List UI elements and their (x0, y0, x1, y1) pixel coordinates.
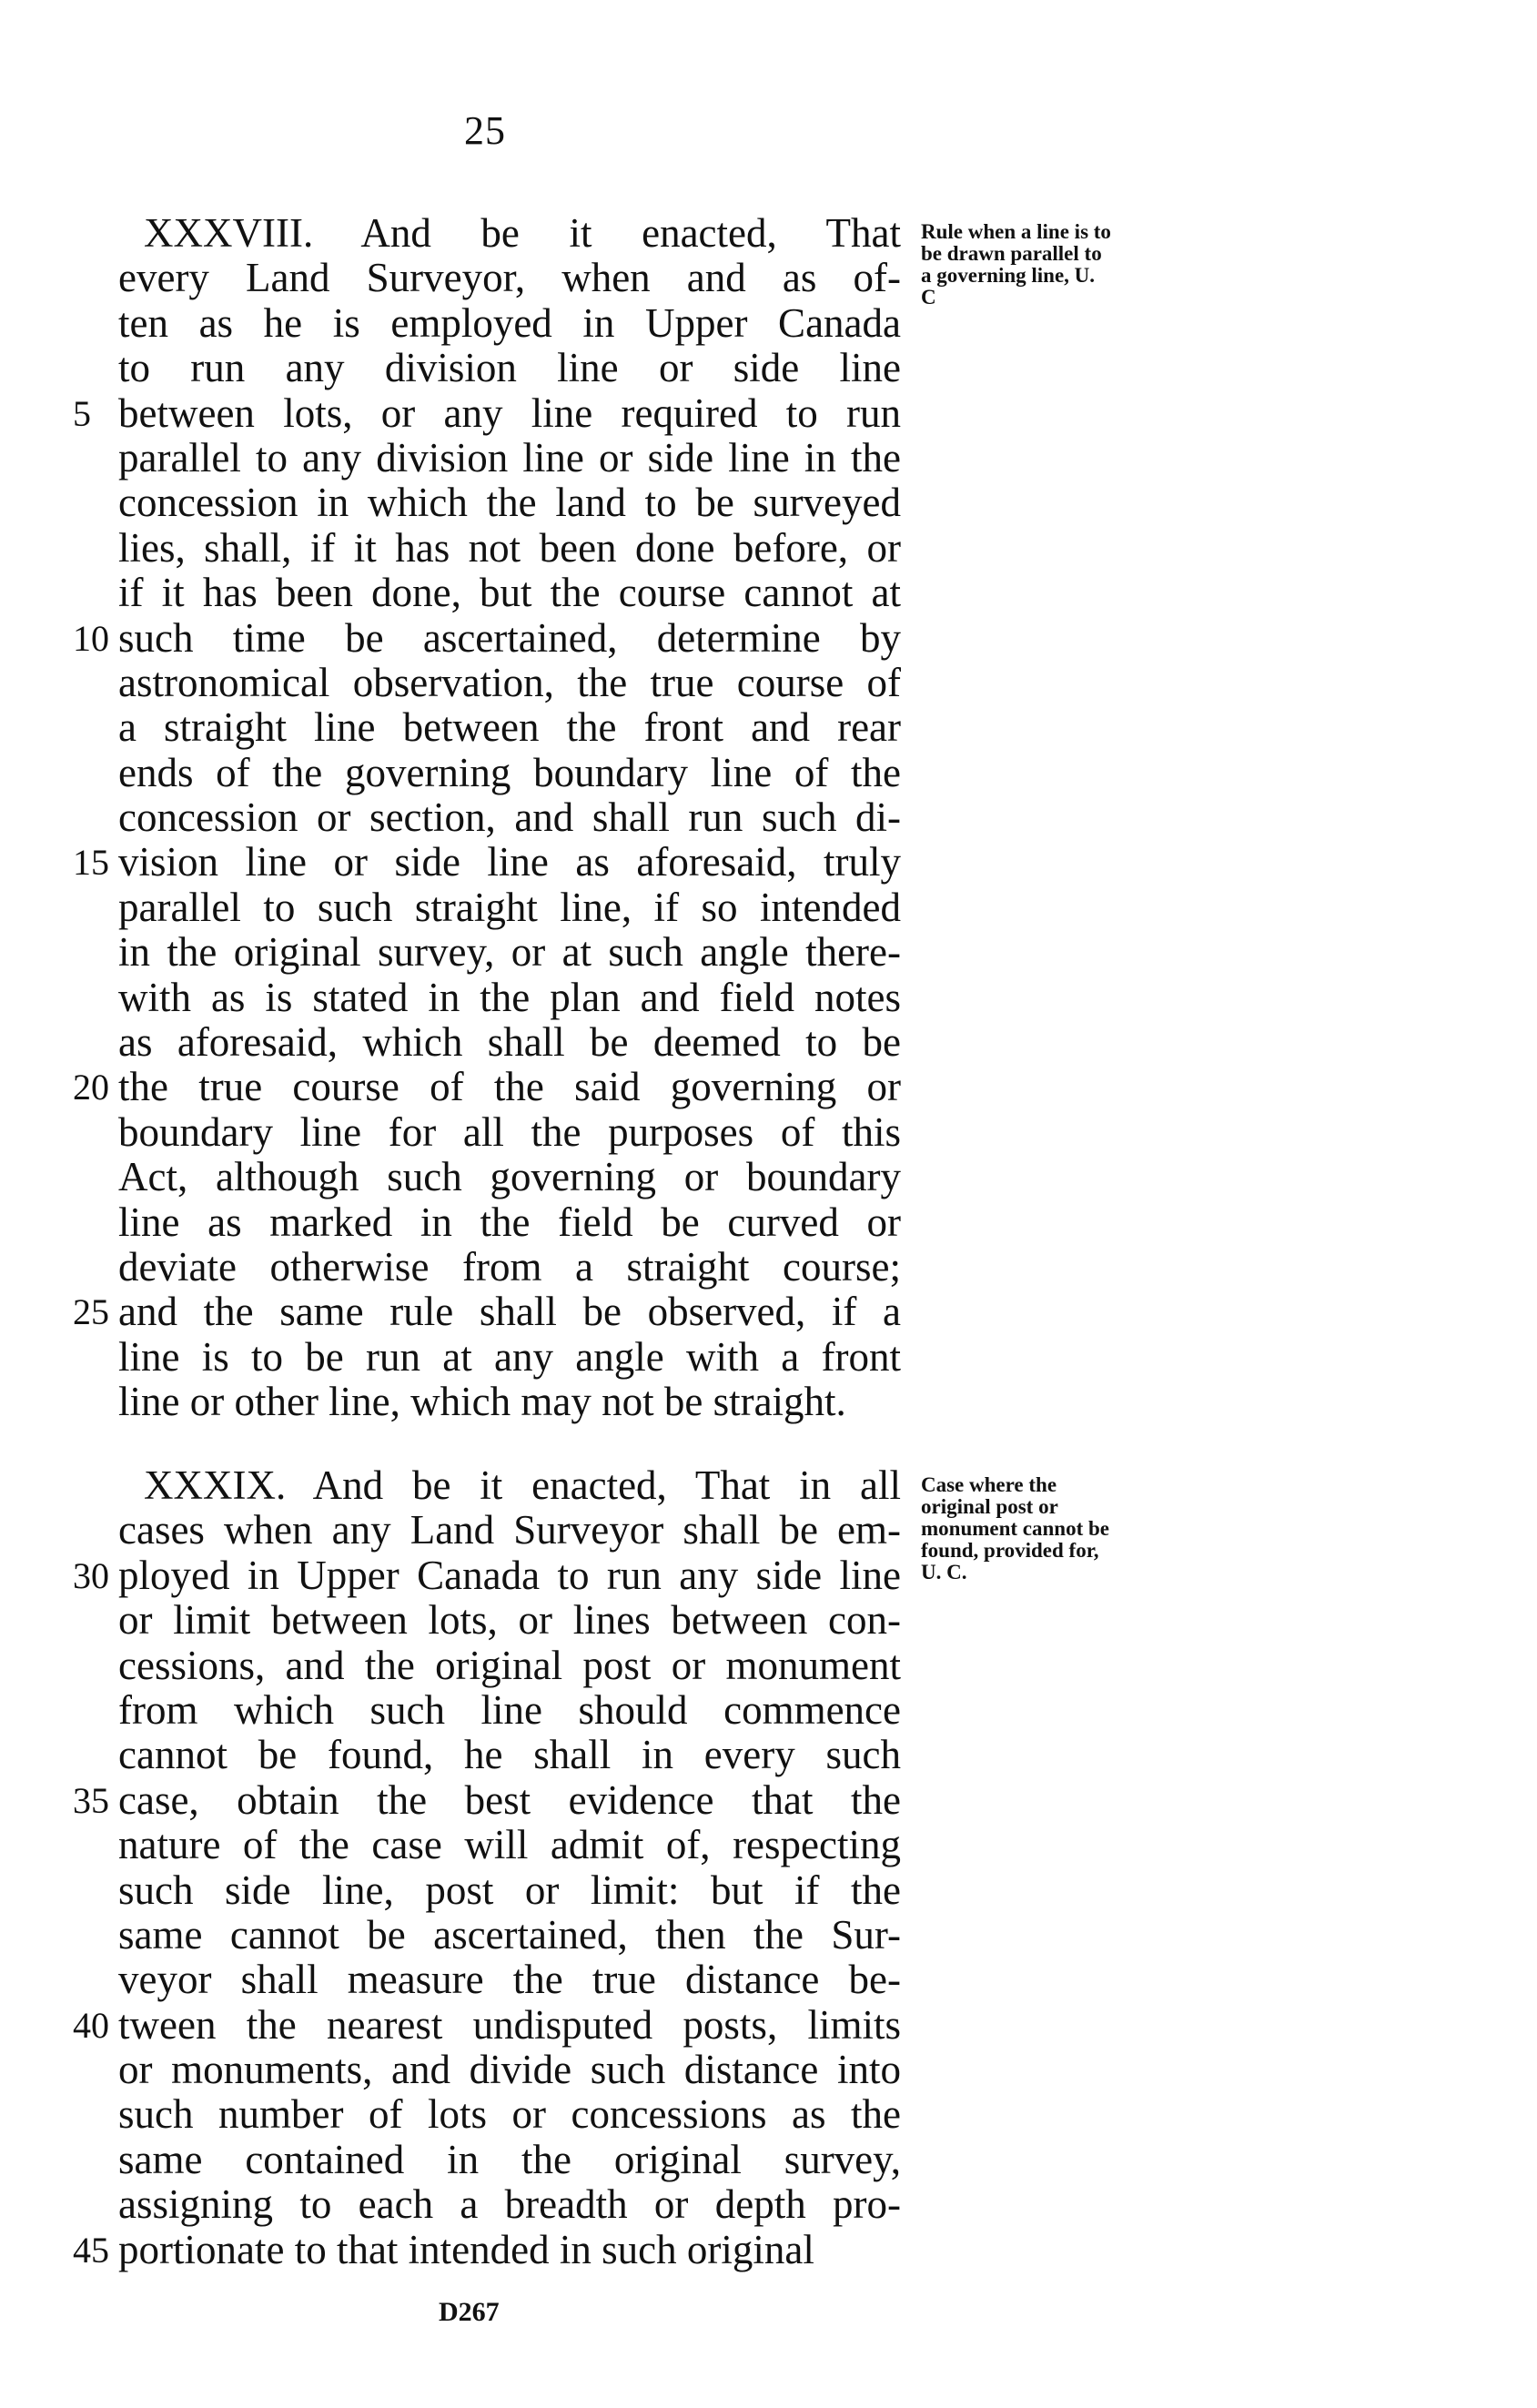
text-line (118, 436, 901, 481)
text-line (73, 1552, 901, 1598)
line-text: boundary line for all the purposes of this (118, 1108, 901, 1155)
line-text: cannot be found, he shall in every such (118, 1732, 901, 1778)
line-text: case, obtain the best evidence that the (118, 1776, 901, 1823)
text-line (118, 1155, 901, 1199)
line-text: ten as he is employed in Upper Canada (118, 299, 901, 346)
text-line (73, 1064, 901, 1110)
line-text: and the same rule shall be observed, if a (118, 1289, 901, 1335)
text-line (118, 301, 901, 346)
text-line (118, 481, 901, 525)
text-line (118, 976, 901, 1020)
line-text: parallel to such straight line, if so intended (118, 884, 901, 930)
line-number: 5 (73, 392, 91, 434)
line-text: concession in which the land to be surveyed (118, 480, 901, 526)
page-number: 25 (464, 108, 506, 153)
margin-note-xxxix: Case where the original post or monument cannot be found, provided for, U. C. (921, 1473, 1110, 1583)
line-number: 10 (73, 617, 109, 659)
text-line (118, 661, 901, 705)
text-line (118, 1598, 901, 1643)
text-line (118, 1245, 901, 1290)
line-text: vision line or side line as aforesaid, truly (118, 839, 901, 885)
signature-mark: D267 (439, 2297, 500, 2327)
line-text: portionate to that intended in such original (118, 2226, 814, 2272)
line-text: as aforesaid, which shall be deemed to be (118, 1019, 901, 1066)
text-line (118, 211, 901, 256)
text-line (118, 1958, 901, 2002)
text-line (73, 1289, 901, 1335)
text-line (118, 2048, 901, 2092)
text-line (118, 751, 901, 795)
line-text: the true course of the said governing or (118, 1064, 901, 1110)
text-line (118, 1200, 901, 1245)
line-text: every Land Surveyor, when and as of- (118, 255, 901, 301)
line-text: ployed in Upper Canada to run any side line (118, 1552, 901, 1598)
text-line (118, 885, 901, 930)
line-text: veyor shall measure the true distance be- (118, 1957, 901, 2003)
line-text: nature of the case will admit of, respecting (118, 1822, 901, 1868)
line-number: 25 (73, 1291, 109, 1333)
line-text: such side line, post or limit: but if the (118, 1867, 901, 1913)
line-text: lies, shall, if it has not been done before, or (118, 524, 901, 571)
text-line (118, 526, 901, 571)
text-line (118, 1644, 901, 1688)
line-text: with as is stated in the plan and field notes (118, 974, 901, 1020)
text-line (118, 1110, 901, 1155)
text-line (118, 705, 901, 750)
margin-note-xxxviii: Rule when a line is to be drawn parallel to a governing line, U. C (921, 220, 1111, 309)
text-line (118, 795, 901, 840)
line-text: same cannot be ascertained, then the Sur- (118, 1911, 901, 1958)
line-text: Act, although such governing or boundary (118, 1154, 901, 1200)
text-line (118, 1868, 901, 1913)
text-line (118, 571, 901, 615)
line-text: such number of lots or concessions as the (118, 2091, 901, 2138)
line-number: 30 (73, 1554, 109, 1596)
text-line (73, 390, 901, 436)
text-line (118, 930, 901, 975)
line-text: concession or section, and shall run such di- (118, 794, 901, 841)
line-text: line is to be run at any angle with a front (118, 1333, 901, 1380)
line-text: XXXVIII. And be it enacted, That (144, 210, 901, 256)
line-text: parallel to any division line or side line in the (118, 434, 901, 481)
text-line (73, 839, 901, 885)
line-text: line as marked in the field be curved or (118, 1199, 901, 1245)
text-line (118, 1335, 901, 1380)
text-line (118, 1463, 901, 1508)
text-line (118, 1020, 901, 1065)
line-text: such time be ascertained, determine by (118, 614, 901, 661)
line-text: cessions, and the original post or monument (118, 1642, 901, 1688)
line-text: or limit between lots, or lines between con- (118, 1597, 901, 1644)
line-text: a straight line between the front and rear (118, 704, 901, 751)
line-number: 20 (73, 1067, 109, 1108)
section-xxxviii (73, 210, 901, 1425)
line-text: if it has been done, but the course cannot at (118, 570, 901, 616)
line-text: deviate otherwise from a straight course; (118, 1243, 901, 1290)
text-line (118, 2182, 901, 2227)
line-text: astronomical observation, the true course of (118, 659, 901, 705)
text-line (118, 2138, 901, 2182)
line-text: or monuments, and divide such distance into (118, 2047, 901, 2093)
text-line (118, 1380, 901, 1424)
line-text: from which such line should commence (118, 1686, 901, 1733)
text-line (73, 1776, 901, 1823)
text-line (73, 2001, 901, 2048)
line-text: between lots, or any line required to run (118, 390, 901, 436)
line-text: tween the nearest undisputed posts, limits (118, 2001, 901, 2048)
line-number: 35 (73, 1779, 109, 1821)
section-xxxix (73, 1462, 901, 2272)
line-number: 40 (73, 2004, 109, 2046)
text-line (118, 256, 901, 300)
line-number: 45 (73, 2229, 109, 2271)
text-line (118, 1508, 901, 1553)
line-number: 15 (73, 842, 109, 884)
text-line (118, 2092, 901, 2137)
text-line (73, 614, 901, 661)
text-line (118, 1823, 901, 1867)
text-line (118, 1733, 901, 1777)
line-text: in the original survey, or at such angle there- (118, 929, 901, 976)
text-line (118, 1913, 901, 1958)
text-line (118, 1688, 901, 1733)
line-text: XXXIX. And be it enacted, That in all (144, 1462, 901, 1508)
line-text: line or other line, which may not be straight. (118, 1379, 846, 1425)
text-line (73, 2226, 901, 2272)
line-text: ends of the governing boundary line of the (118, 749, 901, 795)
line-text: same contained in the original survey, (118, 2136, 901, 2182)
line-text: to run any division line or side line (118, 345, 901, 391)
line-text: cases when any Land Surveyor shall be em- (118, 1507, 901, 1553)
text-line (118, 346, 901, 390)
line-text: assigning to each a breadth or depth pro- (118, 2181, 901, 2228)
